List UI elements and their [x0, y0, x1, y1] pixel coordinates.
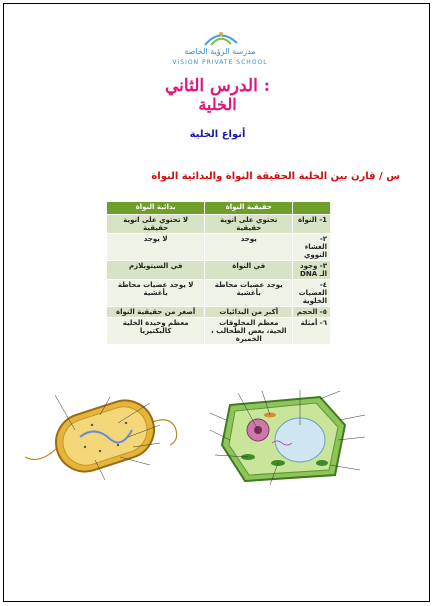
table-cell: يوجد عضيات محاطة بأغشية: [205, 280, 293, 307]
table-cell: 1- النواة: [293, 215, 331, 234]
school-logo: [145, 25, 295, 75]
question-text: س / قارن بين الخلية الحقيقة النواة والبدائية النواة: [151, 171, 400, 182]
plant-cell-illustration: [210, 390, 365, 485]
comparison-table: [106, 201, 331, 345]
table-header-cell: بدائية النواة: [107, 202, 205, 215]
lesson-title: الدرس الثاني :: [164, 76, 271, 96]
cell-illustrations: [0, 385, 435, 495]
table-cell: أصغر من حقيقية النواة: [107, 307, 205, 318]
table-row: [107, 280, 331, 307]
topic-title: الخلية: [198, 95, 237, 114]
bacterium-illustration: [25, 393, 177, 480]
table-cell: معظم وحيدة الخلية كالبكتيريا: [107, 318, 205, 345]
table-cell: يوجد: [205, 234, 293, 261]
table-cell: تحتوي على انوية حقيقية: [205, 215, 293, 234]
table-cell: لا يوجد: [107, 234, 205, 261]
table-cell: ٤- العضيات الخلوية: [293, 280, 331, 307]
table-cell: ٢- الغشاء النووي: [293, 234, 331, 261]
table-cell: ٥- الحجم: [293, 307, 331, 318]
table-row: [107, 215, 331, 234]
logo-arabic-text: مدرسة الرؤية الخاصة: [184, 47, 256, 56]
table-cell: ٦- أمثلة: [293, 318, 331, 345]
table-cell: في السيتوبلازم: [107, 261, 205, 280]
table-cell: لا تحتوي على انوية حقيقية: [107, 215, 205, 234]
table-header-row: [107, 202, 331, 215]
table-row: [107, 318, 331, 345]
table-row: [107, 307, 331, 318]
table-header-cell: حقيقية النواة: [205, 202, 293, 215]
table-cell: أكبر من البدائيات: [205, 307, 293, 318]
table-cell: ٣- وجود الـ DNA: [293, 261, 331, 280]
table-header-cell: [293, 202, 331, 215]
logo-english-text: VISION PRIVATE SCHOOL: [172, 59, 268, 66]
section-subtitle: أنواع الخلية: [189, 129, 246, 140]
table-cell: في النواة: [205, 261, 293, 280]
logo-emblem-icon: [145, 25, 295, 49]
table-cell: لا يوجد عضيات محاطة بأغشية: [107, 280, 205, 307]
table-cell: معظم المخلوقات الحية، بعض الطحالب ، الخميرة: [205, 318, 293, 345]
table-row: [107, 234, 331, 261]
table-row: [107, 261, 331, 280]
